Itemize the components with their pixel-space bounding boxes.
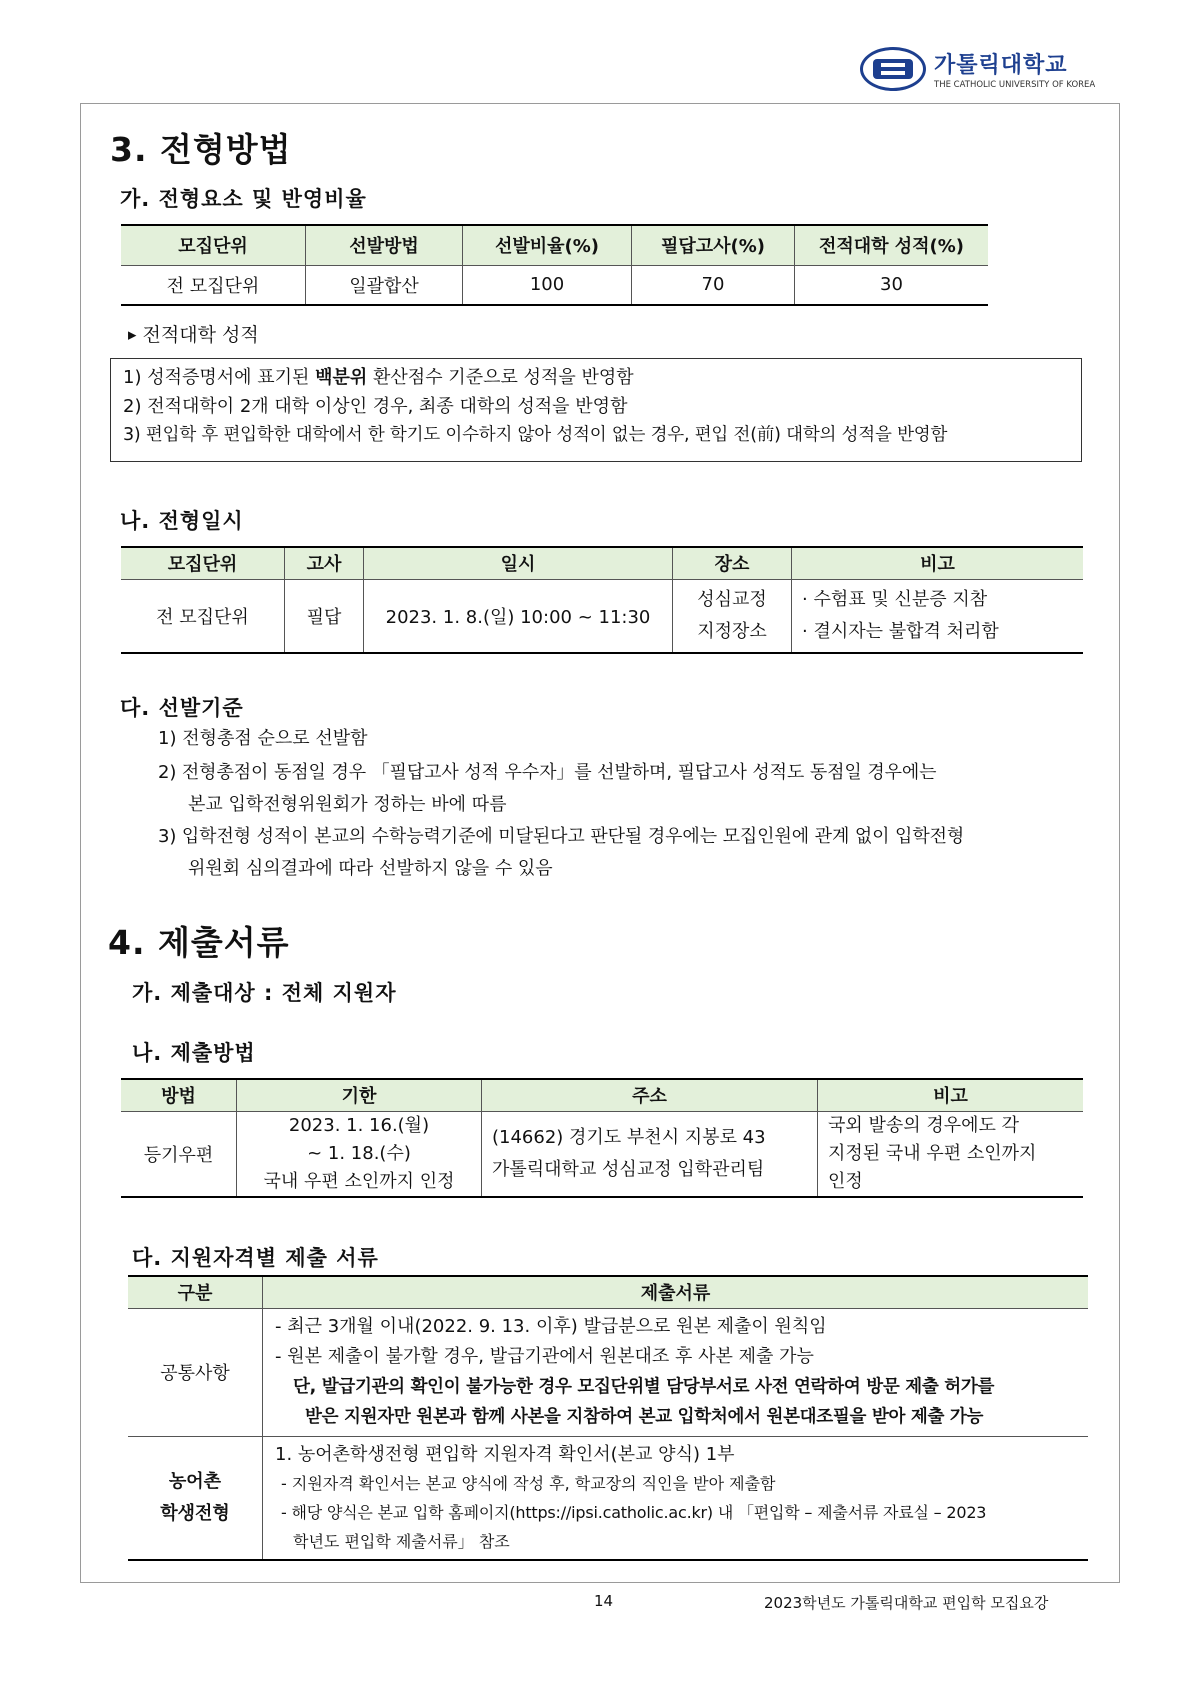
note-line: 국외 발송의 경우에도 각 bbox=[828, 1114, 1020, 1136]
note-heading-text: 전적대학 성적 bbox=[142, 324, 259, 346]
section3-ga-title: 가. 전형요소 및 반영비율 bbox=[120, 187, 367, 211]
table-header: 제출서류 bbox=[263, 1276, 1089, 1308]
table-header: 비고 bbox=[818, 1079, 1084, 1111]
table-header: 모집단위 bbox=[121, 547, 285, 579]
table-header: 주소 bbox=[482, 1079, 818, 1111]
place-line: 성심교정 bbox=[697, 588, 767, 610]
note-box bbox=[110, 358, 1082, 462]
table-cell: 2023. 1. 8.(일) 10:00 ~ 11:30 bbox=[364, 579, 673, 653]
table-header: 고사 bbox=[285, 547, 364, 579]
doc-line: - 해당 양식은 본교 입학 홈페이지(https://ipsi.catholic.ac.kr) 내 「편입학 – 제출서류 자료실 – 2023 bbox=[281, 1502, 987, 1522]
note-line: 지정된 국내 우편 소인까지 bbox=[828, 1142, 1037, 1164]
address-line: 가톨릭대학교 성심교정 입학관리팀 bbox=[492, 1158, 765, 1180]
deadline-line: 2023. 1. 16.(월) bbox=[288, 1114, 430, 1136]
section3-da-title: 다. 선발기준 bbox=[120, 696, 244, 720]
table-cell: 70 bbox=[632, 265, 795, 305]
table-cell: 100 bbox=[463, 265, 632, 305]
table-cell bbox=[237, 1111, 482, 1197]
required-documents-table bbox=[128, 1275, 1088, 1561]
table-header: 비고 bbox=[792, 547, 1084, 579]
note-line: 1) 성적증명서에 표기된 백분위 환산점수 기준으로 성적을 반영함 bbox=[123, 367, 634, 388]
table-header: 구분 bbox=[128, 1276, 263, 1308]
table-cell bbox=[792, 579, 1084, 653]
address-line: (14662) 경기도 부천시 지봉로 43 bbox=[492, 1126, 766, 1148]
criteria-line: 본교 입학전형위원회가 정하는 바에 따름 bbox=[188, 794, 507, 815]
category-line: 학생전형 bbox=[160, 1502, 230, 1524]
table-cell: 30 bbox=[795, 265, 989, 305]
category-line: 농어촌 bbox=[168, 1470, 222, 1492]
table-header: 선발방법 bbox=[306, 225, 463, 265]
note-line: 3) 편입학 후 편입학한 대학에서 한 학기도 이수하지 않아 성적이 없는 경우, 편입 전(前) 대학의 성적을 반영함 bbox=[123, 425, 948, 445]
table-header: 전적대학 성적(%) bbox=[795, 225, 989, 265]
table-header: 모집단위 bbox=[121, 225, 306, 265]
table-cell: 공통사항 bbox=[128, 1308, 263, 1436]
university-seal-icon bbox=[860, 47, 926, 91]
selection-ratio-table bbox=[121, 224, 988, 306]
deadline-line: ~ 1. 18.(수) bbox=[307, 1142, 411, 1164]
university-logo bbox=[860, 44, 1100, 94]
doc-line: 학년도 편입학 제출서류」 참조 bbox=[293, 1531, 510, 1551]
submission-method-table bbox=[121, 1078, 1083, 1198]
table-header: 기한 bbox=[237, 1079, 482, 1111]
criteria-line: 1) 전형총점 순으로 선발함 bbox=[158, 728, 368, 749]
place-line: 지정장소 bbox=[697, 620, 767, 642]
section3-title: 3. 전형방법 bbox=[110, 130, 292, 169]
doc-line-bold: 받은 지원자만 원본과 함께 사본을 지참하여 본교 입학처에서 원본대조필을 받아 제출 가능 bbox=[305, 1407, 984, 1427]
logo-name-ko: 가톨릭대학교 bbox=[934, 53, 1068, 78]
note-line: · 수험표 및 신분증 지참 bbox=[802, 588, 988, 610]
table-cell: 일괄합산 bbox=[306, 265, 463, 305]
table-cell bbox=[263, 1308, 1089, 1436]
table-header: 일시 bbox=[364, 547, 673, 579]
table-cell bbox=[673, 579, 792, 653]
section4-da-title: 다. 지원자격별 제출 서류 bbox=[132, 1246, 379, 1270]
section4-title: 4. 제출서류 bbox=[108, 923, 290, 962]
table-cell: 전 모집단위 bbox=[121, 579, 285, 653]
section4-na-title: 나. 제출방법 bbox=[132, 1041, 256, 1065]
criteria-line: 3) 입학전형 성적이 본교의 수학능력기준에 미달된다고 판단될 경우에는 모집인원에 관계 없이 입학전형 bbox=[158, 826, 965, 847]
note-line: · 결시자는 불합격 처리함 bbox=[802, 620, 999, 642]
table-cell bbox=[263, 1436, 1089, 1560]
table-header: 장소 bbox=[673, 547, 792, 579]
table-cell bbox=[818, 1111, 1084, 1197]
table-cell bbox=[482, 1111, 818, 1197]
table-cell: 필답 bbox=[285, 579, 364, 653]
criteria-line: 위원회 심의결과에 따라 선발하지 않을 수 있음 bbox=[188, 858, 553, 879]
table-header: 선발비율(%) bbox=[463, 225, 632, 265]
logo-name-en: THE CATHOLIC UNIVERSITY OF KOREA bbox=[934, 80, 1096, 90]
exam-schedule-table bbox=[121, 546, 1083, 654]
note-heading bbox=[128, 320, 259, 351]
section3-na-title: 나. 전형일시 bbox=[120, 509, 244, 533]
table-header: 필답고사(%) bbox=[632, 225, 795, 265]
doc-line: - 지원자격 확인서는 본교 양식에 작성 후, 학교장의 직인을 받아 제출함 bbox=[281, 1473, 776, 1493]
table-header: 방법 bbox=[121, 1079, 237, 1111]
document-title: 2023학년도 가톨릭대학교 편입학 모집요강 bbox=[764, 1594, 1049, 1612]
doc-line-bold: 단, 발급기관의 확인이 불가능한 경우 모집단위별 담당부서로 사전 연락하여 방문 제출 허가를 bbox=[293, 1377, 995, 1397]
table-cell bbox=[128, 1436, 263, 1560]
triangle-bullet-icon: ▶ bbox=[128, 328, 137, 342]
table-cell: 등기우편 bbox=[121, 1111, 237, 1197]
deadline-line: 국내 우편 소인까지 인정 bbox=[263, 1170, 455, 1192]
section4-ga-title: 가. 제출대상 : 전체 지원자 bbox=[132, 981, 397, 1005]
doc-line: - 원본 제출이 불가할 경우, 발급기관에서 원본대조 후 사본 제출 가능 bbox=[275, 1346, 814, 1367]
doc-line: 1. 농어촌학생전형 편입학 지원자격 확인서(본교 양식) 1부 bbox=[275, 1443, 735, 1465]
table-cell: 전 모집단위 bbox=[121, 265, 306, 305]
doc-line: - 최근 3개월 이내(2022. 9. 13. 이후) 발급분으로 원본 제출이 원칙임 bbox=[275, 1316, 827, 1337]
criteria-line: 2) 전형총점이 동점일 경우 「필답고사 성적 우수자」를 선발하며, 필답고사 성적도 동점일 경우에는 bbox=[158, 762, 937, 783]
page-number: 14 bbox=[594, 1592, 614, 1610]
note-line: 인정 bbox=[828, 1170, 863, 1192]
note-line: 2) 전적대학이 2개 대학 이상인 경우, 최종 대학의 성적을 반영함 bbox=[123, 396, 628, 417]
